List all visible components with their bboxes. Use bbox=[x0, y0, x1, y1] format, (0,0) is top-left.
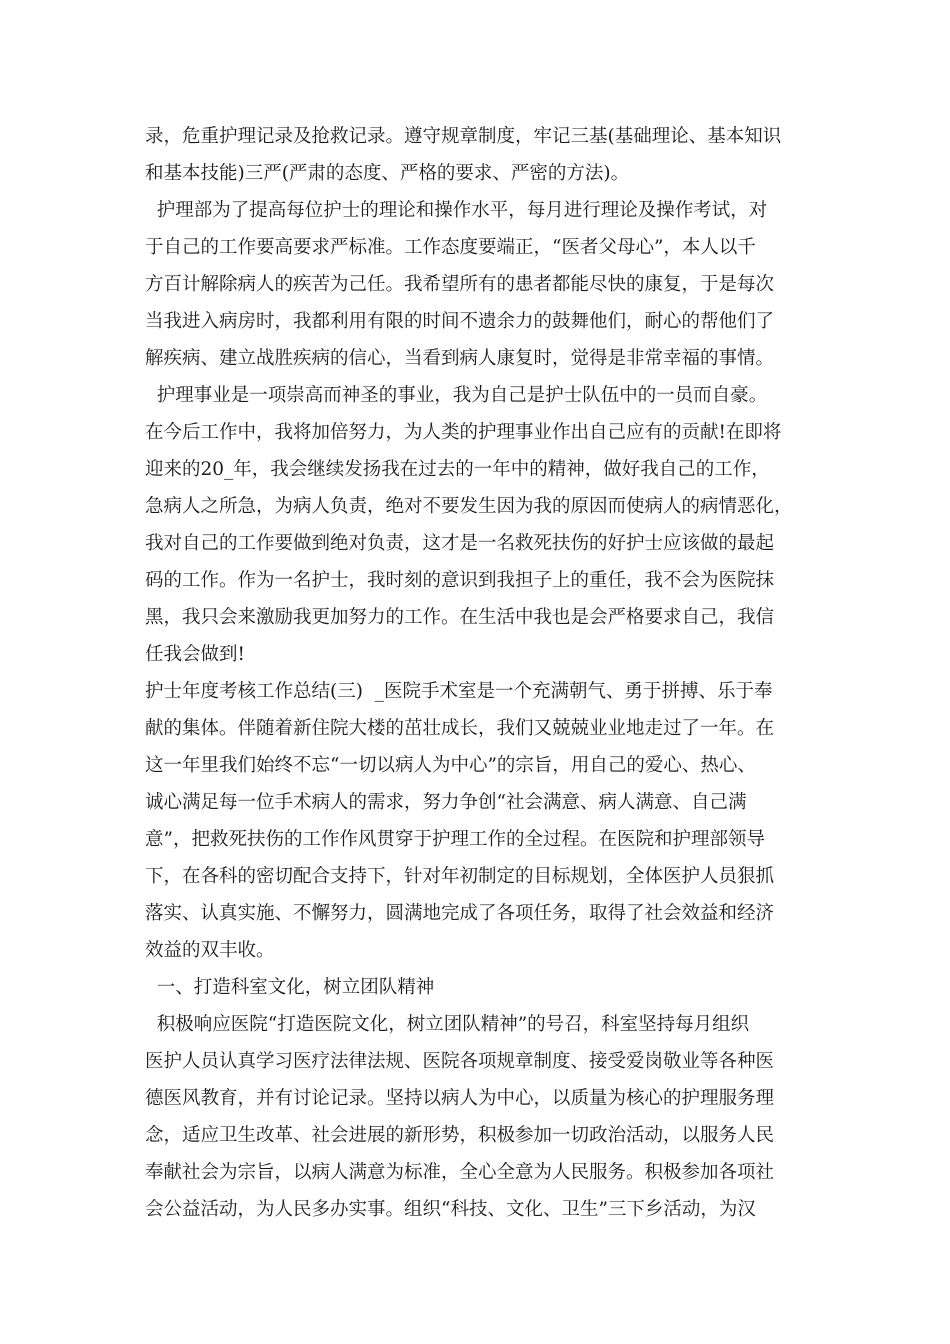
text-line: 黑，我只会来激励我更加努力的工作。在生活中我也是会严格要求自己，我信 bbox=[145, 607, 775, 628]
text-line: 奉献社会为宗旨，以病人满意为标准，全心全意为人民服务。积极参加各项社 bbox=[145, 1162, 775, 1183]
text-line: 急病人之所急，为病人负责，绝对不要发生因为我的原因而使病人的病情恶化， bbox=[145, 496, 793, 517]
text-line: 意”，把救死扶伤的工作作风贯穿于护理工作的全过程。在医院和护理部领导 bbox=[145, 829, 765, 850]
text-line: 下，在各科的密切配合支持下，针对年初制定的目标规划，全体医护人员狠抓 bbox=[145, 866, 775, 887]
text-line: 护理事业是一项崇高而神圣的事业，我为自己是护士队伍中的一员而自豪。 bbox=[145, 385, 768, 406]
text-line: 献的集体。伴随着新住院大楼的茁壮成长，我们又兢兢业业地走过了一年。在 bbox=[145, 718, 775, 739]
text-line: 解疾病、建立战胜疾病的信心，当看到病人康复时，觉得是非常幸福的事情。 bbox=[145, 348, 775, 369]
text-line: 方百计解除病人的疾苦为己任。我希望所有的患者都能尽快的康复，于是每次 bbox=[145, 274, 775, 295]
text-line: 念，适应卫生改革、社会进展的新形势，积极参加一切政治活动，以服务人民 bbox=[145, 1125, 775, 1146]
text-line: 和基本技能)三严(严肃的态度、严格的要求、严密的方法)。 bbox=[145, 163, 630, 184]
text-line: 当我进入病房时，我都利用有限的时间不遗余力的鼓舞他们，耐心的帮他们了 bbox=[145, 311, 775, 332]
document-body bbox=[145, 118, 810, 1228]
section-title-line: 护士年度考核工作总结(三) _医院手术室是一个充满朝气、勇于拼搏、乐于奉 bbox=[145, 681, 773, 702]
text-line: 诚心满足每一位手术病人的需求，努力争创“社会满意、病人满意、自己满 bbox=[145, 792, 747, 813]
text-line: 于自己的工作要高要求严标准。工作态度要端正，“医者父母心”，本人以千 bbox=[145, 237, 756, 258]
text-line: 迎来的20_年，我会继续发扬我在过去的一年中的精神，做好我自己的工作， bbox=[145, 459, 770, 480]
text-line: 在今后工作中，我将加倍努力，为人类的护理事业作出自己应有的贡献!在即将 bbox=[145, 422, 782, 443]
text-line: 医护人员认真学习医疗法律法规、医院各项规章制度、接受爱岗敬业等各种医 bbox=[145, 1051, 775, 1072]
text-line: 护理部为了提高每位护士的理论和操作水平，每月进行理论及操作考试，对 bbox=[145, 200, 768, 221]
text-line: 积极响应医院“打造医院文化，树立团队精神”的号召，科室坚持每月组织 bbox=[145, 1014, 750, 1035]
subheading-line: 一、打造科室文化，树立团队精神 bbox=[145, 977, 435, 998]
text-line: 效益的双丰收。 bbox=[145, 940, 275, 961]
text-line: 录，危重护理记录及抢救记录。遵守规章制度，牢记三基(基础理论、基本知识 bbox=[145, 126, 782, 147]
text-line: 码的工作。作为一名护士，我时刻的意识到我担子上的重任，我不会为医院抹 bbox=[145, 570, 775, 591]
text-line: 落实、认真实施、不懈努力，圆满地完成了各项任务，取得了社会效益和经济 bbox=[145, 903, 775, 924]
text-line: 这一年里我们始终不忘“一切以病人为中心”的宗旨，用自己的爱心、热心、 bbox=[145, 755, 756, 776]
text-line: 我对自己的工作要做到绝对负责，这才是一名救死扶伤的好护士应该做的最起 bbox=[145, 533, 775, 554]
text-line: 会公益活动，为人民多办实事。组织“科技、文化、卫生”三下乡活动，为汉 bbox=[145, 1199, 756, 1220]
text-line: 德医风教育，并有讨论记录。坚持以病人为中心，以质量为核心的护理服务理 bbox=[145, 1088, 775, 1109]
text-line: 任我会做到! bbox=[145, 644, 245, 665]
